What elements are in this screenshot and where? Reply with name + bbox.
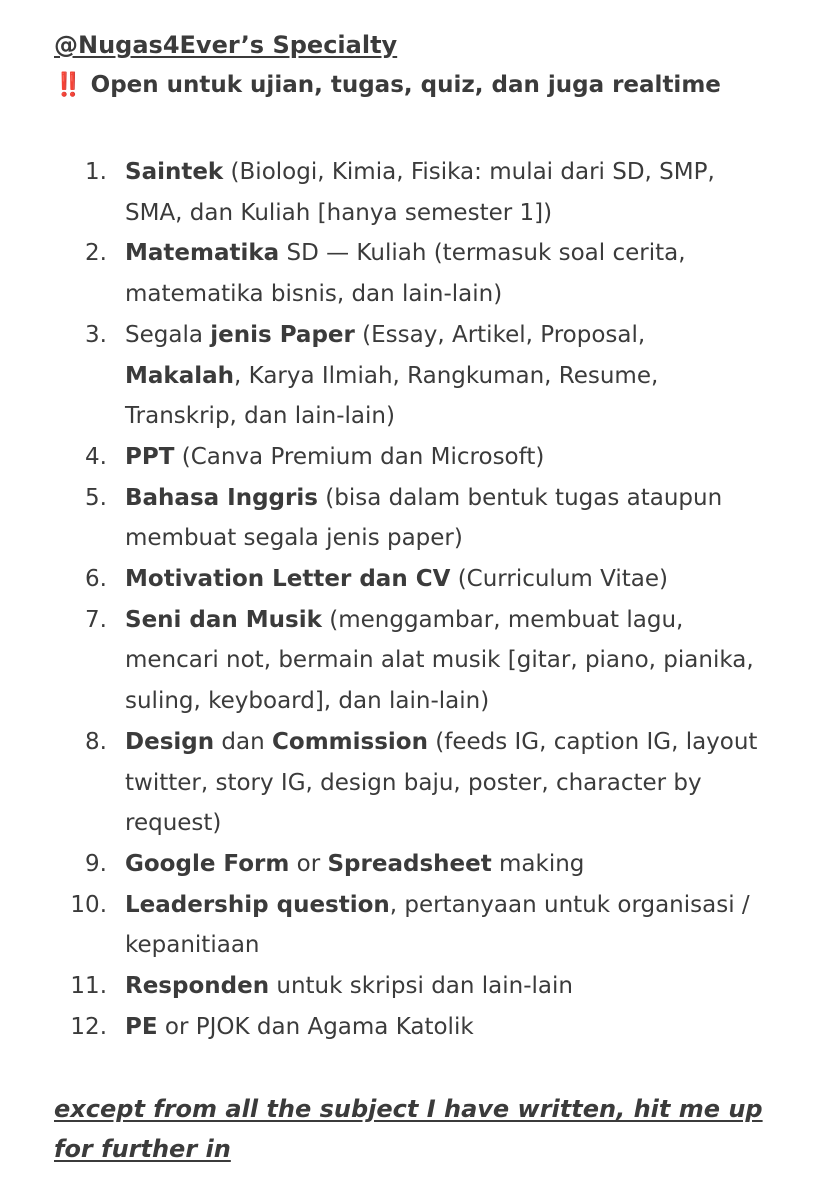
item-bold: Spreadsheet [327, 850, 492, 877]
item-number: 3. [85, 321, 107, 348]
item-text: dan [214, 728, 273, 755]
list-item [0, 1007, 765, 1048]
item-bold: Matematika [125, 240, 280, 267]
item-text: (Essay, Artikel, Proposal, [354, 321, 646, 348]
item-number: 12. [70, 1013, 107, 1040]
item-text: SD — Kuliah (termasuk soal cerita, matematika bisnis, dan lain-lain) [125, 240, 686, 308]
item-text: Segala [125, 321, 211, 348]
item-bold: Seni dan Musik [125, 606, 322, 633]
page-title: @Nugas4Ever’s Specialty [54, 31, 398, 59]
item-bold: PPT [125, 443, 175, 470]
item-bold: Google Form [125, 850, 290, 877]
list-item [0, 315, 765, 437]
item-bold: Leadership question [125, 891, 390, 918]
item-number: 7. [85, 606, 107, 633]
item-bold: Responden [125, 973, 270, 1000]
footer-note: except from all the subject I have written, hit me up for further in [54, 1095, 763, 1163]
item-number: 4. [85, 443, 107, 470]
specialty-list [0, 152, 815, 1047]
item-text: (Biologi, Kimia, Fisika: mulai dari SD, SMP, SMA, dan Kuliah [hanya semester 1]) [125, 159, 715, 226]
item-number: 11. [70, 973, 107, 1000]
item-bold: Commission [272, 728, 428, 755]
item-text: (Canva Premium dan Microsoft) [174, 443, 545, 470]
item-text: (bisa dalam bentuk tugas ataupun membuat segala jenis paper) [125, 484, 723, 552]
item-number: 1. [85, 159, 107, 185]
item-text: , Karya Ilmiah, Rangkuman, Resume, Transkrip, dan lain-lain) [125, 362, 659, 430]
list-item [0, 478, 765, 559]
list-item [0, 437, 765, 478]
item-bold: PE [125, 1013, 158, 1040]
item-bold: Design [125, 728, 215, 755]
item-text: making [491, 850, 585, 877]
item-number: 9. [85, 850, 107, 877]
item-text: (Curriculum Vitae) [450, 566, 668, 593]
item-text: , pertanyaan untuk organisasi / kepanitiaan [125, 891, 750, 959]
list-item [0, 722, 765, 844]
item-number: 5. [85, 484, 107, 511]
item-number: 8. [85, 728, 107, 755]
item-bold: Makalah [125, 362, 235, 389]
list-item [0, 233, 765, 314]
list-item [0, 600, 765, 722]
item-bold: Motivation Letter dan CV [125, 566, 451, 593]
list-item [0, 885, 765, 966]
list-item [0, 152, 765, 233]
item-number: 10. [70, 891, 107, 918]
item-text: untuk skripsi dan lain-lain [269, 973, 573, 1000]
subtitle [54, 71, 721, 98]
item-bold: Saintek [125, 159, 224, 185]
item-text: (menggambar, membuat lagu, mencari not, bermain alat musik [gitar, piano, pianika, suling, keyboard], dan lain-lain) [125, 606, 754, 715]
item-text: or PJOK dan Agama Katolik [157, 1013, 474, 1040]
item-bold: Bahasa Inggris [125, 484, 318, 511]
item-bold: jenis Paper [210, 321, 355, 348]
item-text: (feeds IG, caption IG, layout twitter, story IG, design baju, poster, character by request) [125, 728, 758, 837]
item-number: 6. [85, 566, 107, 593]
item-text: or [289, 850, 328, 877]
list-item [0, 559, 765, 600]
item-number: 2. [85, 240, 107, 267]
subtitle-text: Open untuk ujian, tugas, quiz, dan juga realtime [90, 72, 721, 98]
list-item [0, 844, 765, 885]
list-item [0, 966, 765, 1007]
double-exclamation-icon: ‼️ [54, 72, 81, 98]
